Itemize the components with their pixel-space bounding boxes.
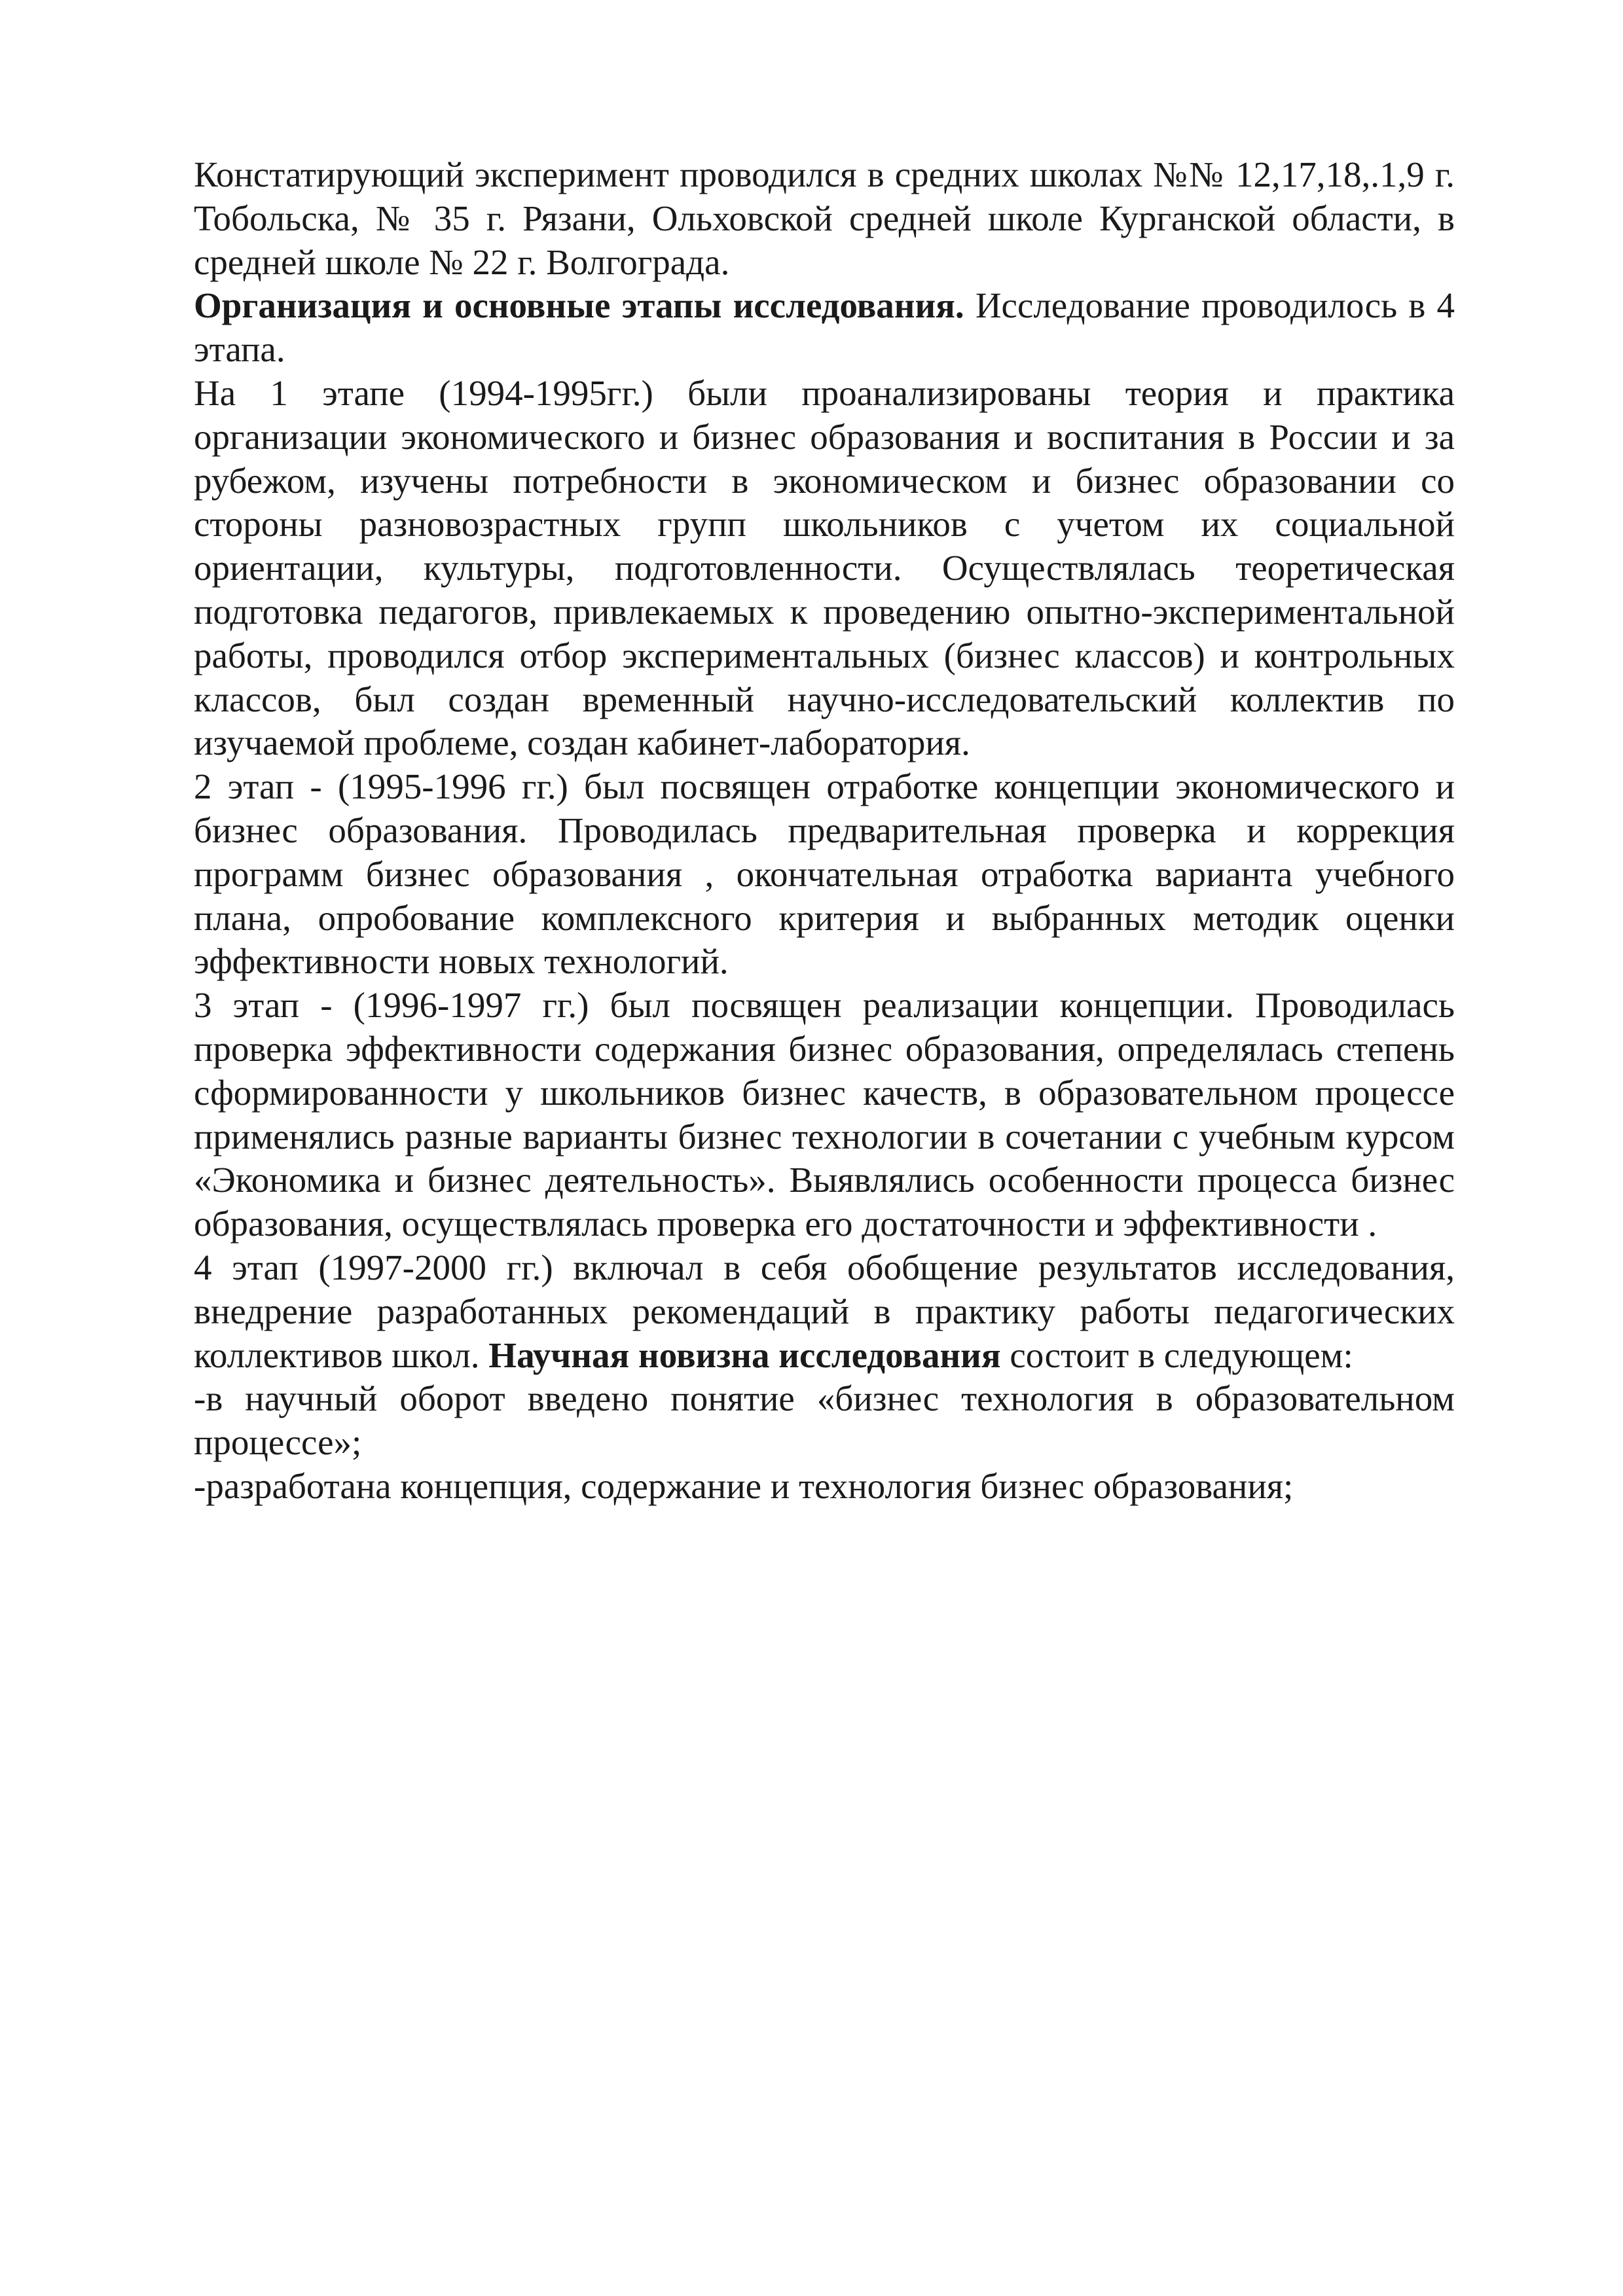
list-item-novelty-2: -разработана концепция, содержание и технология бизнес образования; xyxy=(194,1465,1294,1506)
paragraph-stage-2: 2 этап - (1995-1996 гг.) был посвящен отработке концепции экономического и бизнес образования. Проводилась предварительная проверка и коррекция программ бизнес образования , окончательная отработка варианта учебного плана, опробование комплексного критерия и выбранных методик оценки эффективности новых технологий. xyxy=(194,766,1455,982)
scientific-novelty-lead: состоит в следующем: xyxy=(1000,1335,1353,1375)
paragraph-research-stages-intro xyxy=(194,284,1455,372)
research-stages-text: Исследование проводилось в 4 этапа. xyxy=(194,285,1455,370)
paragraph-stage-1: На 1 этапе (1994-1995гг.) были проанализированы теория и практика организации экономического и бизнес образования и воспитания в России и за рубежом, изучены потребности в экономическом и бизнес образовании со стороны разновозрастных групп школьников с учетом их социальной ориентации, культуры, подготовленности. Осуществлялась теоретическая подготовка педагогов, привлекаемых к проведению опытно-экспериментальной работы, проводился отбор экспериментальных (бизнес классов) и контрольных классов, был создан временный научно-исследовательский коллектив по изучаемой проблеме, создан кабинет-лаборатория. xyxy=(194,372,1455,763)
paragraph-experiment-schools: Констатирующий эксперимент проводился в средних школах №№ 12,17,18,.1,9 г. Тобольска, № 35 г. Рязани, Ольховской средней школе Курганской области, в средней школе № 22 г. Волгограда. xyxy=(194,154,1455,282)
paragraph-stage-3: 3 этап - (1996-1997 гг.) был посвящен реализации концепции. Проводилась проверка эффективности содержания бизнес образования, определялась степень сформированности у школьников бизнес качеств, в образовательном процессе применялись разные варианты бизнес технологии в сочетании с учебным курсом «Экономика и бизнес деятельность». Выявлялись особенности процесса бизнес образования, осуществлялась проверка его достаточности и эффективности . xyxy=(194,985,1455,1244)
document-page xyxy=(194,153,1455,1509)
heading-research-stages: Организация и основные этапы исследования. xyxy=(194,285,964,326)
stage-4-text: 4 этап (1997-2000 гг.) включал в себя обобщение результатов исследования, внедрение разработанных рекомендаций в практику работы педагогических коллективов школ. xyxy=(194,1247,1455,1375)
paragraph-stage-4 xyxy=(194,1246,1455,1377)
heading-scientific-novelty: Научная новизна исследования xyxy=(488,1335,1001,1375)
list-item-novelty-1: -в научный оборот введено понятие «бизнес технология в образовательном процессе»; xyxy=(194,1378,1455,1463)
